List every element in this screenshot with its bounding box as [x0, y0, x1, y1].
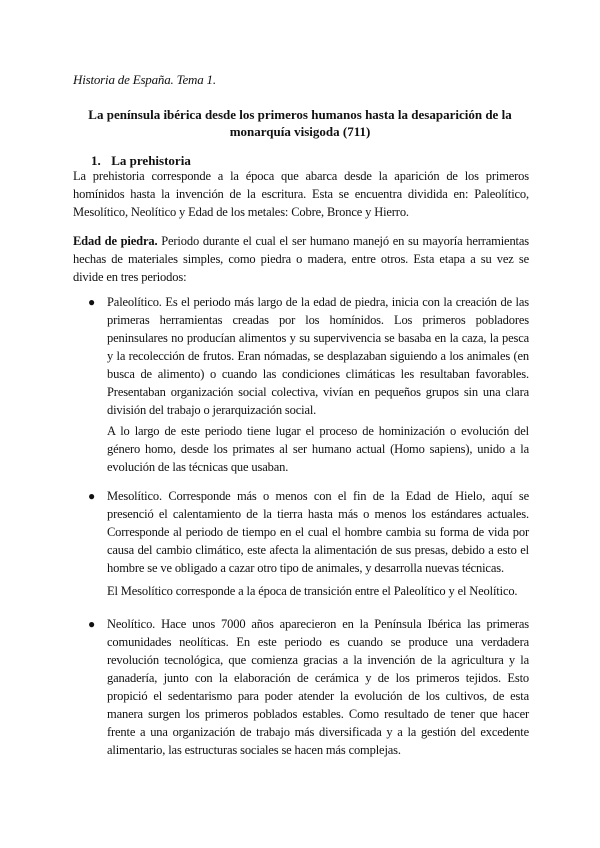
period-mesolitico-extra: El Mesolítico corresponde a la época de transición entre el Paleolítico y el Neolítico.	[107, 584, 518, 598]
edad-piedra-label: Edad de piedra.	[73, 234, 158, 248]
bullet-icon: ●	[88, 295, 96, 309]
bullet-icon: ●	[88, 489, 96, 503]
section-number: 1.	[91, 153, 101, 168]
intro-paragraph: La prehistoria corresponde a la época que abarca desde la aparición de los primeros homínidos hasta la invención de la escritura. Esta se encuentra dividida en: Paleolítico, Mesolítico, Neolítico y Edad de los metales: Cobre, Bronce y Hierro.	[73, 169, 529, 219]
period-neolitico: Neolítico. Hace unos 7000 años aparecieron en la Península Ibérica las primeras comunidades neolíticas. En este periodo es cuando se produce una verdadera revolución tecnológica, que comienza gracias a la invención de la agricultura y la ganadería, junto con la elaboración de cerámica y de los primeros tejidos. Esto propició el sedentarismo para poder atender la evolución de los cultivos, de esta manera surgen los primeros poblados estables. Como resultado de tener que hacer frente a una organización de trabajo más diversificada y a la gestión del excedente alimentario, las estructuras sociales se hacen más complejas.	[107, 617, 529, 757]
edad-piedra-text: Periodo durante el cual el ser humano manejó en su mayoría herramientas hechas de materiales simples, como piedra o madera, entre otros. Esta etapa a su vez se divide en tres periodos:	[73, 234, 529, 284]
section-title: La prehistoria	[111, 153, 191, 168]
edad-piedra-paragraph	[73, 232, 529, 286]
bullet-icon: ●	[88, 617, 96, 631]
period-mesolitico: Mesolítico. Corresponde más o menos con el fin de la Edad de Hielo, aquí se presenció el calentamiento de la tierra hasta más o menos los estándares actuales. Corresponde al periodo de tiempo en el cual el hombre cambia su forma de vida por causa del cambio climático, este afecta la alimentación de sus presas, debido a esto el hombre se ve obligado a cazar otro tipo de animales, y desarrolla nuevas técnicas.	[107, 489, 529, 575]
period-paleolitico-extra: A lo largo de este periodo tiene lugar el proceso de hominización o evolución del género homo, desde los primates al ser humano actual (Homo sapiens), unido a la evolución de las técnicas que usaban.	[107, 424, 529, 474]
period-paleolitico: Paleolítico. Es el periodo más largo de la edad de piedra, inicia con la creación de las primeras herramientas creadas por los homínidos. Los primeros pobladores peninsulares no producían alimentos y su supervivencia se basaba en la caza, la pesca y la recolección de frutos. Eran nómadas, se desplazaban siguiendo a los animales (en busca de alimento) o cuando las condiciones climáticas les resultaban favorables. Presentaban organización social colectiva, vivían en pequeños grupos sin una clara división del trabajo o jerarquización social.	[107, 295, 529, 417]
running-header: Historia de España. Tema 1.	[73, 72, 216, 87]
document-title: La península ibérica desde los primeros humanos hasta la desaparición de la monarquía visigoda (711)	[88, 107, 512, 139]
